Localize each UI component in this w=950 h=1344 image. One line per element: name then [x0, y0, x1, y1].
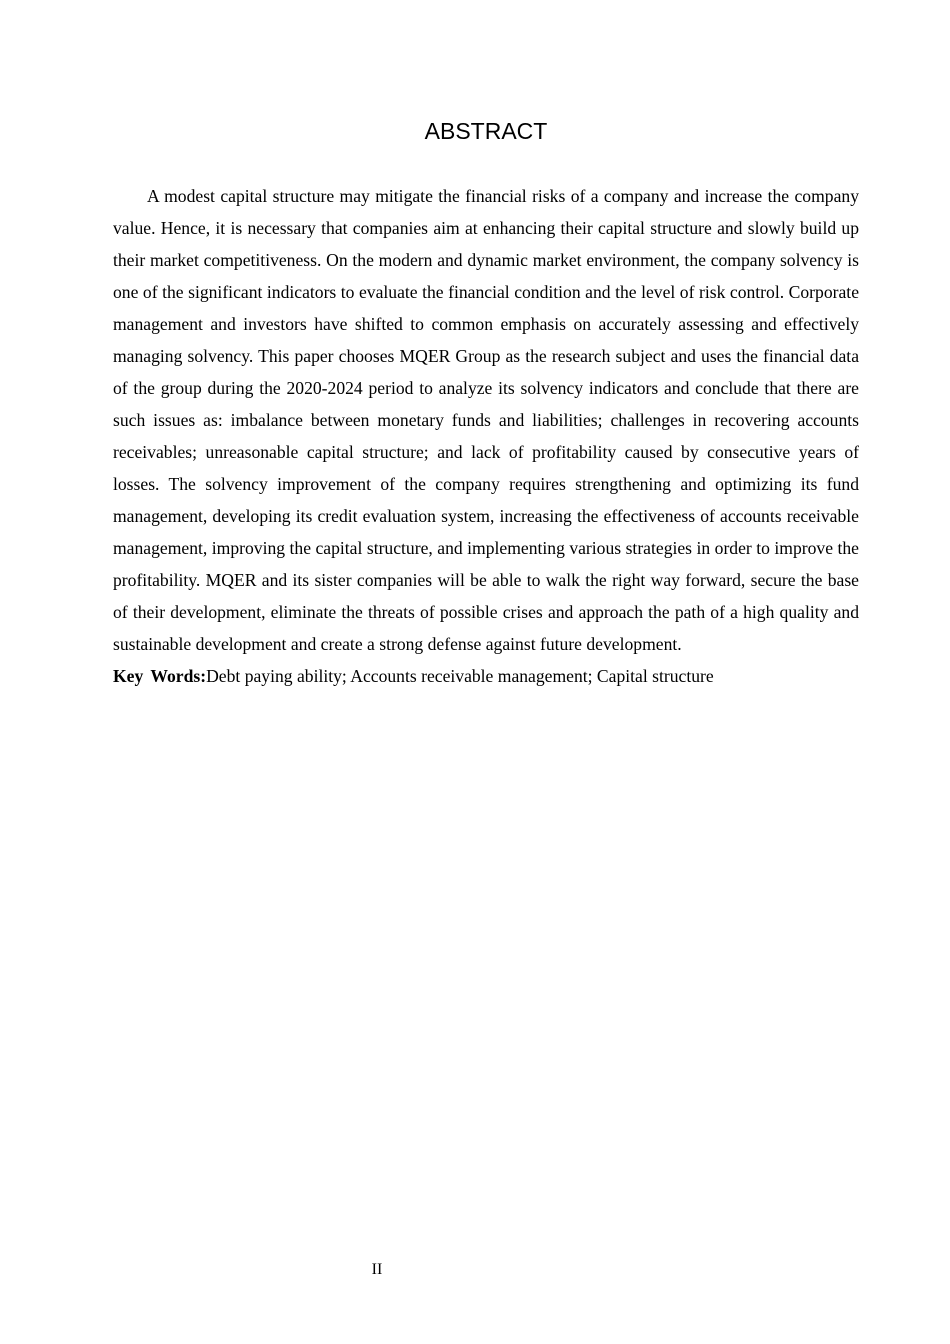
page-number: II: [371, 1261, 383, 1278]
abstract-title: ABSTRACT: [424, 118, 548, 144]
abstract-body: [113, 180, 859, 692]
abstract-paragraph: A modest capital structure may mitigate the financial risks of a company and increase the company value. Hence, it is necessary that companies aim at enhancing their capital structure and slowly build up their market competitiveness. On the modern and dynamic market environment, the company solvency is one of the significant indicators to evaluate the financial condition and the level of risk control. Corporate management and investors have shifted to common emphasis on accurately assessing and effectively managing solvency. This paper chooses MQER Group as the research subject and uses the financial data of the group during the 2020-2024 period to analyze its solvency indicators and conclude that there are such issues as: imbalance between monetary funds and liabilities; challenges in recovering accounts receivables; unreasonable capital structure; and lack of profitability caused by consecutive years of losses. The solvency improvement of the company requires strengthening and optimizing its fund management, developing its credit evaluation system, increasing the effectiveness of accounts receivable management, improving the capital structure, and implementing various strategies in order to improve the profitability. MQER and its sister companies will be able to walk the right way forward, secure the base of their development, eliminate the threats of possible crises and approach the path of a high quality and sustainable development and create a strong defense against future development.: [113, 186, 859, 654]
keywords-text: Debt paying ability; Accounts receivable management; Capital structure: [206, 666, 714, 686]
keywords-line: [113, 660, 859, 692]
keywords-label: Key Words:: [113, 666, 207, 686]
